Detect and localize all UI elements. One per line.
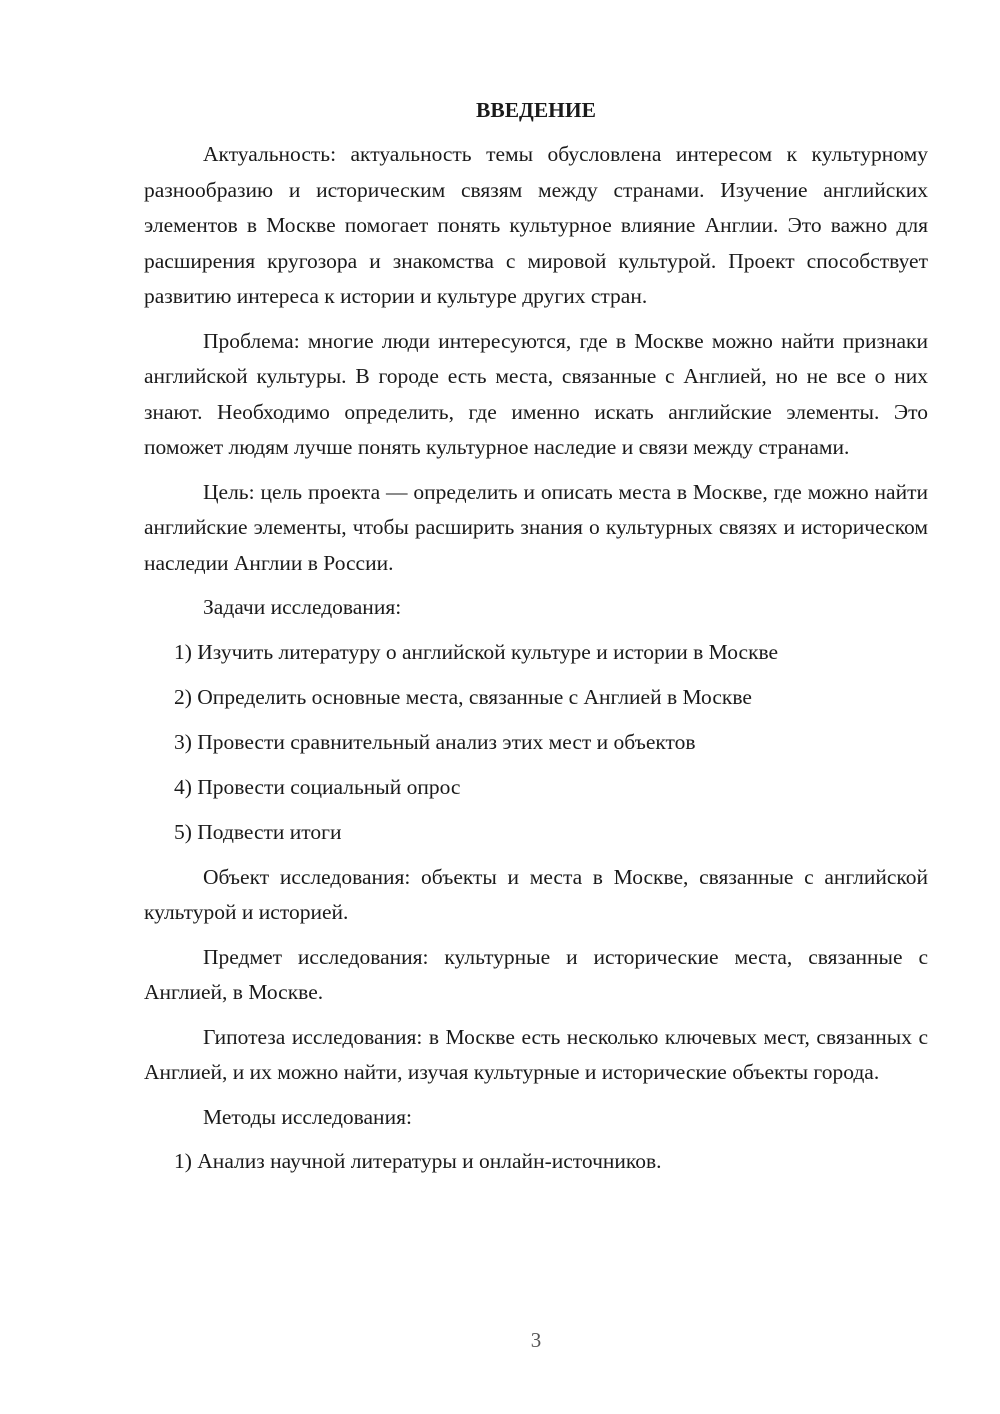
list-item: 1) Изучить литературу о английской культуре и истории в Москве — [174, 639, 779, 664]
page-number: 3 — [530, 1328, 542, 1352]
section-heading: ВВЕДЕНИЕ — [476, 98, 596, 122]
document-page — [144, 92, 928, 1189]
tasks-label: Задачи исследования: — [203, 595, 402, 619]
goal-paragraph: Цель: цель проекта — определить и описать места в Москве, где можно найти английские элементы, чтобы расширить знания о культурных связях и историческом наследии Англии в России. — [144, 479, 928, 575]
list-item: 3) Провести сравнительный анализ этих мест и объектов — [174, 729, 696, 754]
hypothesis-paragraph: Гипотеза исследования: в Москве есть несколько ключевых мест, связанных с Англией, и их можно найти, изучая культурные и исторические объекты города. — [144, 1024, 928, 1084]
list-item: 1) Анализ научной литературы и онлайн-источников. — [174, 1149, 662, 1173]
methods-label: Методы исследования: — [203, 1104, 412, 1129]
methods-list — [144, 1144, 928, 1180]
list-item: 4) Провести социальный опрос — [174, 774, 461, 799]
subject-paragraph: Предмет исследования: культурные и исторические места, связанные с Англией, в Москве. — [144, 944, 928, 1004]
list-item: 5) Подвести итоги — [174, 819, 342, 844]
object-paragraph: Объект исследования: объекты и места в Москве, связанные с английской культурой и историей. — [144, 864, 928, 924]
relevance-paragraph: Актуальность: актуальность темы обусловлена интересом к культурному разнообразию и историческим связям между странами. Изучение английских элементов в Москве помогает понять культурное влияние Англии. Это важно для расширения кругозора и знакомства с мировой культурой. Проект способствует развитию интереса к истории и культуре других стран. — [144, 142, 928, 308]
tasks-list — [144, 635, 928, 851]
list-item: 2) Определить основные места, связанные с Англией в Москве — [174, 684, 752, 709]
problem-paragraph: Проблема: многие люди интересуются, где в Москве можно найти признаки английской культуры. В городе есть места, связанные с Англией, но не все о них знают. Необходимо определить, где именно искать английские элементы. Это поможет людям лучше понять культурное наследие и связи между странами. — [144, 328, 928, 459]
